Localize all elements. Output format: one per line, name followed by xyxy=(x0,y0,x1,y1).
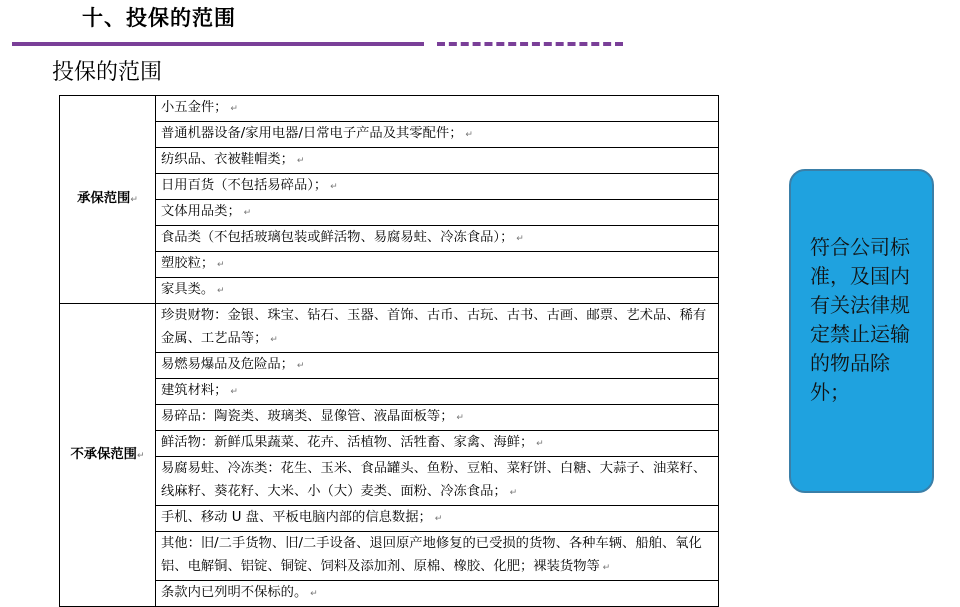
covered-item-cell xyxy=(156,148,719,174)
exclusion-callout-text: 符合公司标准，及国内有关法律规定禁止运输的物品除外； xyxy=(810,235,910,404)
paragraph-mark-icon: ↵ xyxy=(533,439,544,449)
covered-item-cell xyxy=(156,252,719,278)
excluded-row xyxy=(60,304,719,353)
paragraph-mark-icon: ↵ xyxy=(453,413,464,423)
covered-row xyxy=(60,278,719,304)
category-label: 不承保范围 xyxy=(70,446,137,462)
paragraph-mark-icon: ↵ xyxy=(307,589,318,599)
item-text: 鲜活物：新鲜瓜果蔬菜、花卉、活植物、活牲畜、家禽、海鲜； xyxy=(161,435,534,450)
covered-row xyxy=(60,148,719,174)
excluded-item-cell xyxy=(156,581,719,607)
item-text: 其他：旧/二手货物、旧/二手设备、退回原产地修复的已受损的货物、各种车辆、船舶、氧化铝、电解铜、铝锭、铜锭、饲料及添加剂、原棉、橡胶、化肥；裸装货物等 xyxy=(161,536,702,574)
excluded-row xyxy=(60,506,719,532)
excluded-item-cell xyxy=(156,353,719,379)
excluded-item-cell xyxy=(156,379,719,405)
slide-title: 十、投保的范围 xyxy=(82,6,236,30)
paragraph-mark-icon: ↵ xyxy=(293,156,305,166)
item-text: 普通机器设备/家用电器/日常电子产品及其零配件； xyxy=(161,126,463,141)
item-text: 珍贵财物：金银、珠宝、钻石、玉器、首饰、古币、古玩、古书、古画、邮票、艺术品、稀有金属、工艺品等； xyxy=(161,308,707,346)
covered-row xyxy=(60,200,719,226)
paragraph-mark-icon: ↵ xyxy=(293,361,305,371)
section-subtitle: 投保的范围 xyxy=(52,60,163,85)
item-text: 条款内已列明不保标的。 xyxy=(161,585,308,600)
covered-row xyxy=(60,174,719,200)
item-text: 文体用品类； xyxy=(161,204,241,219)
exclusion-callout-box xyxy=(789,169,934,493)
covered-row xyxy=(60,96,719,122)
paragraph-mark-icon: ↵ xyxy=(599,563,611,573)
item-text: 易腐易蛀、冷冻类：花生、玉米、食品罐头、鱼粉、豆粕、菜籽饼、白糖、大蒜子、油菜籽、线麻籽、葵花籽、大米、小（大）麦类、面粉、冷冻食品； xyxy=(161,461,707,499)
category-label: 承保范围 xyxy=(77,191,131,206)
excluded-row xyxy=(60,431,719,457)
excluded-row xyxy=(60,581,719,607)
item-text: 食品类（不包括玻璃包装或鲜活物、易腐易蛀、冷冻食品）； xyxy=(161,230,514,245)
excluded-item-cell xyxy=(156,405,719,431)
coverage-table xyxy=(59,95,719,607)
covered-item-cell xyxy=(156,174,719,200)
covered-item-cell xyxy=(156,122,719,148)
excluded-row xyxy=(60,532,719,581)
paragraph-mark-icon: ↵ xyxy=(506,488,518,498)
paragraph-mark-icon: ↵ xyxy=(462,130,473,140)
item-text: 手机、移动 U 盘、平板电脑内部的信息数据； xyxy=(161,510,432,525)
paragraph-mark-icon: ↵ xyxy=(136,450,145,461)
paragraph-mark-icon: ↵ xyxy=(267,335,278,345)
covered-item-cell xyxy=(156,278,719,304)
excluded-row xyxy=(60,353,719,379)
covered-row xyxy=(60,252,719,278)
item-text: 小五金件； xyxy=(161,100,228,115)
item-text: 建筑材料； xyxy=(161,383,228,398)
title-underline-dashed xyxy=(437,42,623,46)
item-text: 易燃易爆品及危险品； xyxy=(161,357,294,372)
covered-item-cell xyxy=(156,226,719,252)
paragraph-mark-icon: ↵ xyxy=(214,260,225,270)
excluded-item-cell xyxy=(156,506,719,532)
item-text: 日用百货（不包括易碎品）； xyxy=(161,178,328,193)
paragraph-mark-icon: ↵ xyxy=(327,182,338,192)
item-text: 易碎品：陶瓷类、玻璃类、显像管、液晶面板等； xyxy=(161,409,454,424)
paragraph-mark-icon: ↵ xyxy=(240,208,252,218)
excluded-item-cell xyxy=(156,304,719,353)
excluded-row xyxy=(60,457,719,506)
item-text: 塑胶粒； xyxy=(161,256,215,271)
covered-item-cell xyxy=(156,200,719,226)
paragraph-mark-icon: ↵ xyxy=(130,195,138,205)
paragraph-mark-icon: ↵ xyxy=(513,234,524,244)
covered-row xyxy=(60,122,719,148)
item-text: 家具类。 xyxy=(161,282,215,297)
covered-row xyxy=(60,226,719,252)
covered-item-cell xyxy=(156,96,719,122)
excluded-row xyxy=(60,405,719,431)
title-underline-solid xyxy=(12,42,424,46)
excluded-item-cell xyxy=(156,431,719,457)
paragraph-mark-icon: ↵ xyxy=(227,387,238,397)
covered-category-cell xyxy=(60,96,156,304)
paragraph-mark-icon: ↵ xyxy=(214,286,225,296)
paragraph-mark-icon: ↵ xyxy=(227,104,238,114)
excluded-row xyxy=(60,379,719,405)
excluded-category-cell xyxy=(60,304,156,607)
excluded-item-cell xyxy=(156,457,719,506)
paragraph-mark-icon: ↵ xyxy=(431,514,443,524)
excluded-item-cell xyxy=(156,532,719,581)
item-text: 纺织品、衣被鞋帽类； xyxy=(161,152,294,167)
